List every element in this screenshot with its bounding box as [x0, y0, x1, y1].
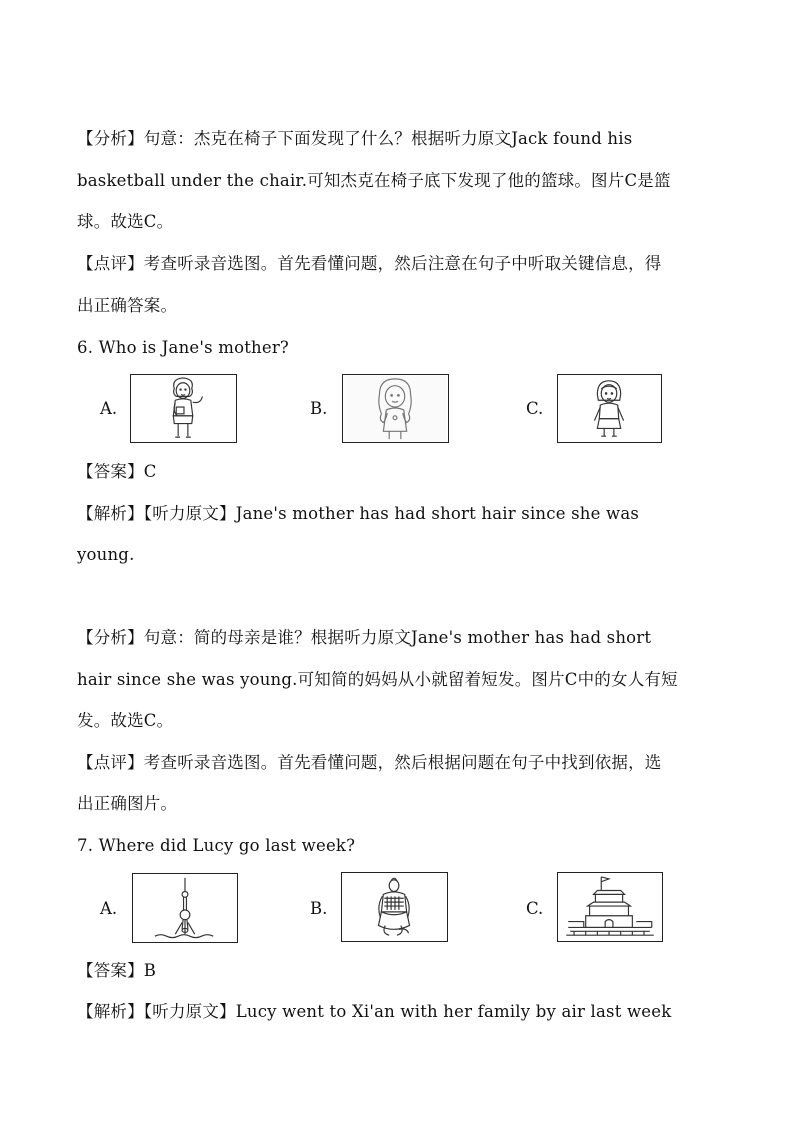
- question-7: 7. Where did Lucy go last week?: [77, 836, 356, 855]
- explanation-text: 【解析】【听力原文】Jane's mother has had short hair since she was: [77, 504, 640, 523]
- comment-text: 出正确答案。: [77, 296, 178, 315]
- option-c-picture[interactable]: [557, 872, 663, 942]
- analysis-text: 【分析】句意：杰克在椅子下面发现了什么？根据听力原文Jack found his: [77, 129, 633, 148]
- analysis-text: 发。故选C。: [77, 711, 174, 730]
- option-b-picture[interactable]: [342, 374, 449, 443]
- option-b-picture[interactable]: [341, 872, 448, 942]
- comment-text: 【点评】考查听录音选图。首先看懂问题，然后注意在句子中听取关键信息，得: [77, 254, 662, 273]
- terracotta-warrior-icon: [342, 873, 447, 941]
- answer-text: 【答案】C: [77, 462, 157, 481]
- option-a-label: A.: [100, 899, 118, 918]
- option-b-label: B.: [310, 399, 328, 418]
- explanation-text: 【解析】【听力原文】Lucy went to Xi'an with her family by air last week: [77, 1002, 672, 1021]
- girl-long-curly-hair-icon: [343, 375, 448, 442]
- analysis-text: 球。故选C。: [77, 212, 174, 231]
- option-c-picture[interactable]: [557, 374, 662, 443]
- option-a-picture[interactable]: [132, 873, 238, 943]
- option-a-label: A.: [100, 399, 118, 418]
- tiananmen-gate-icon: [558, 873, 662, 941]
- comment-text: 【点评】考查听录音选图。首先看懂问题，然后根据问题在句子中找到依据，选: [77, 753, 662, 772]
- comment-text: 出正确图片。: [77, 794, 178, 813]
- option-c-label: C.: [526, 899, 544, 918]
- explanation-text: young.: [77, 545, 135, 564]
- option-c-label: C.: [526, 399, 544, 418]
- answer-text: 【答案】B: [77, 961, 157, 980]
- analysis-text: hair since she was young.可知简的妈妈从小就留着短发。图片C中的女人有短: [77, 670, 678, 689]
- analysis-text: 【分析】句意：简的母亲是谁？根据听力原文Jane's mother has had short: [77, 628, 652, 647]
- option-a-picture[interactable]: [130, 374, 237, 443]
- woman-holding-book-icon: [131, 375, 236, 442]
- woman-short-hair-icon: [558, 375, 661, 442]
- option-b-label: B.: [310, 899, 328, 918]
- analysis-text: basketball under the chair.可知杰克在椅子底下发现了他的篮球。图片C是篮: [77, 171, 671, 190]
- question-6: 6. Who is Jane's mother?: [77, 338, 289, 357]
- oriental-pearl-tower-icon: [133, 874, 237, 942]
